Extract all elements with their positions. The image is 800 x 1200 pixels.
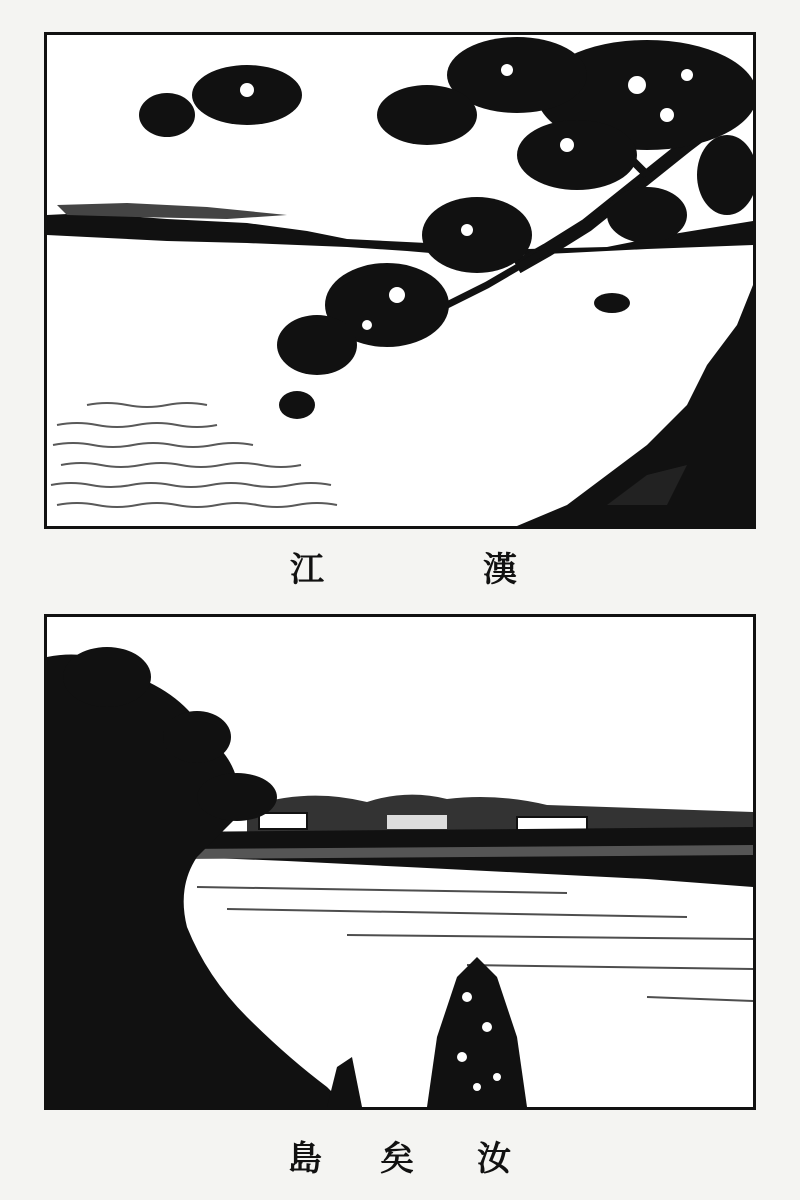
- photo-river-with-pine-image: [47, 35, 753, 526]
- photo-island-shore-image: [47, 617, 753, 1107]
- photo-island-shore: [44, 614, 756, 1110]
- caption-char: 汝: [477, 1139, 511, 1179]
- photo-river-with-pine: [44, 32, 756, 529]
- caption-char: 漢: [483, 550, 517, 590]
- caption-char: 島: [288, 1139, 322, 1179]
- caption-char: 矣: [380, 1139, 414, 1179]
- caption-plate-2: [0, 1134, 800, 1184]
- caption-char: 江: [290, 550, 324, 590]
- caption-plate-1: [0, 545, 800, 595]
